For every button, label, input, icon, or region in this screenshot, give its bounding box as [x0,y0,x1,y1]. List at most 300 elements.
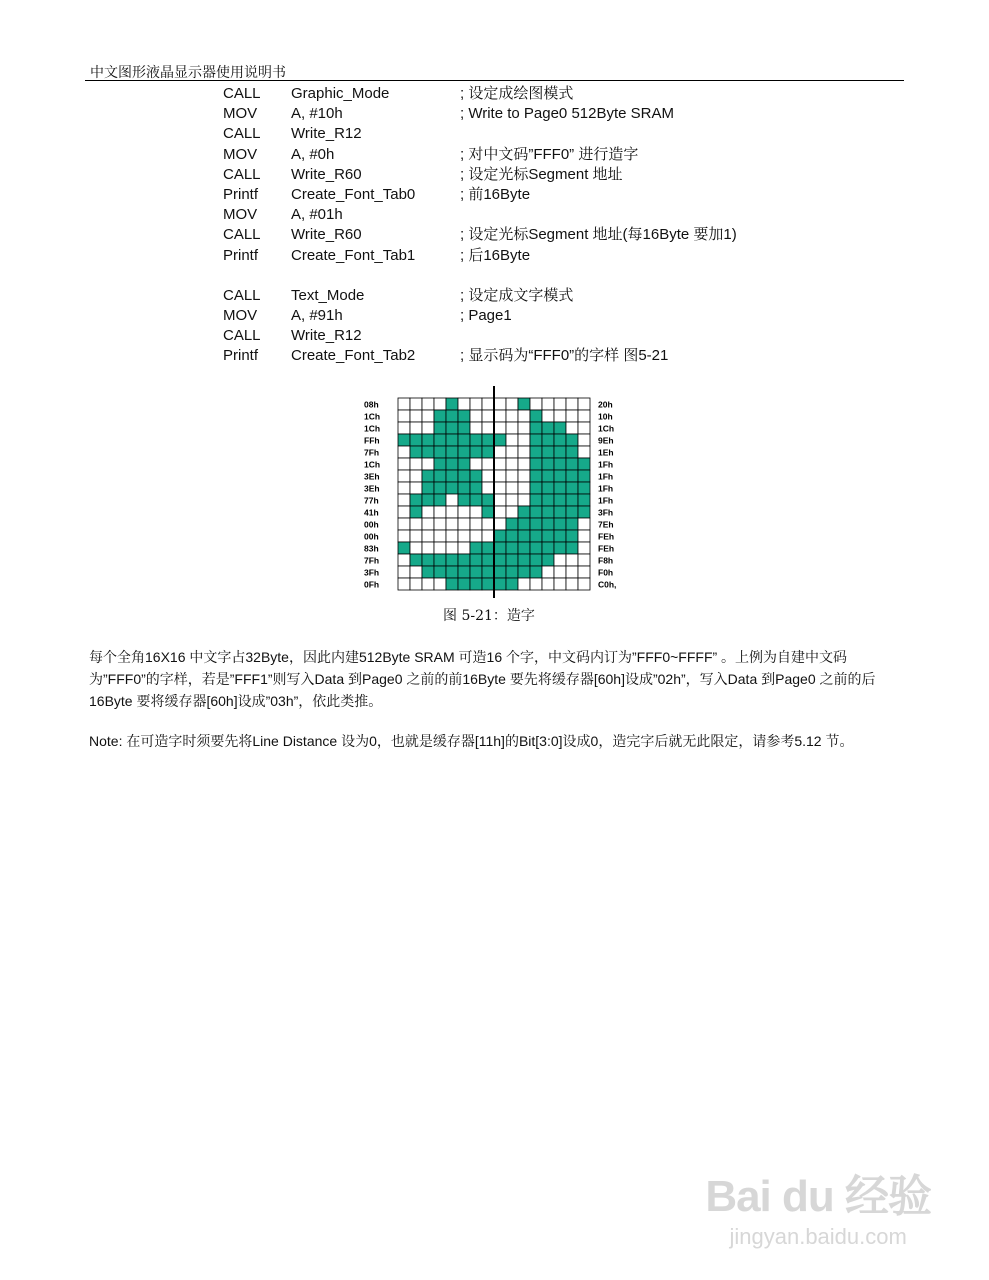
pixel-on [566,446,578,458]
pixel-off [470,398,482,410]
pixel-on [530,470,542,482]
pixel-on [470,446,482,458]
row-byte-label-left: 1Ch [364,459,381,470]
row-byte-label-right: FEh [598,531,615,542]
pixel-off [470,458,482,470]
code-operand: Create_Font_Tab2 [291,347,416,365]
code-operand: Write_R12 [291,327,362,345]
pixel-off [422,458,434,470]
pixel-on [518,566,530,578]
row-byte-label-left: 00h [364,531,379,542]
pixel-on [482,506,494,518]
pixel-on [566,542,578,554]
watermark-logo: Bai du 经验 [705,1172,931,1221]
pixel-off [422,542,434,554]
pixel-on [554,518,566,530]
row-byte-label-left: 7Fh [364,447,380,458]
row-byte-label-left: 3Fh [364,567,380,578]
pixel-on [542,494,554,506]
pixel-off [494,518,506,530]
pixel-off [554,398,566,410]
pixel-on [434,446,446,458]
row-byte-label-left: 41h [364,507,379,518]
row-byte-label-right: 7Eh [598,519,614,530]
pixel-off [578,410,590,422]
pixel-off [494,494,506,506]
document-header-title: 中文图形液晶显示器使用说明书 [90,65,286,81]
pixel-on [566,482,578,494]
pixel-off [494,470,506,482]
code-operand: Graphic_Mode [291,85,390,102]
pixel-on [530,506,542,518]
pixel-off [506,470,518,482]
pixel-off [518,410,530,422]
pixel-on [410,434,422,446]
pixel-on [410,494,422,506]
pixel-off [398,530,410,542]
pixel-on [482,542,494,554]
pixel-on [446,578,458,590]
pixel-off [578,398,590,410]
pixel-off [578,542,590,554]
pixel-on [458,494,470,506]
pixel-on [434,410,446,422]
pixel-on [530,566,542,578]
pixel-off [518,482,530,494]
code-operand: Create_Font_Tab0 [291,185,416,203]
pixel-off [506,506,518,518]
pixel-on [446,458,458,470]
pixel-on [530,422,542,434]
pixel-on [554,458,566,470]
code-comment: ; 设定光标Segment 地址 [460,165,623,183]
pixel-on [566,494,578,506]
row-byte-label-left: FFh [364,435,380,446]
pixel-off [578,530,590,542]
pixel-on [554,482,566,494]
pixel-off [410,542,422,554]
pixel-on [494,542,506,554]
pixel-on [470,578,482,590]
code-operand: Text_Mode [291,286,365,304]
paragraph-note: Note: 在可造字时须要先将Line Distance 设为0，也就是缓存器[11h]的Bit[3:0]设成0，造完字后就无此限定，请参考5.12 节。 [89,733,854,749]
row-byte-label-right: 1Fh [598,495,614,506]
row-byte-label-right: 1Fh [598,471,614,482]
row-byte-label-right: 1Fh [598,483,614,494]
pixel-on [458,482,470,494]
pixel-off [506,494,518,506]
pixel-on [530,446,542,458]
pixel-on [434,482,446,494]
code-operand: A, #91h [291,306,343,324]
pixel-off [434,542,446,554]
pixel-off [410,566,422,578]
code-comment: ; 对中文码”FFF0” 进行造字 [460,145,639,163]
row-byte-label-right: 1Eh [598,447,614,458]
pixel-on [410,446,422,458]
pixel-on [458,470,470,482]
pixel-on [542,530,554,542]
pixel-on [470,542,482,554]
pixel-off [566,578,578,590]
pixel-off [566,566,578,578]
pixel-on [578,494,590,506]
pixel-on [434,470,446,482]
pixel-off [494,422,506,434]
pixel-on [542,554,554,566]
code-comment: ; 设定光标Segment 地址(每16Byte 要加1) [460,226,737,244]
pixel-on [458,458,470,470]
code-opcode: Printf [223,246,259,264]
pixel-off [554,410,566,422]
pixel-on [578,470,590,482]
pixel-off [482,470,494,482]
pixel-on [554,434,566,446]
pixel-off [422,506,434,518]
row-byte-label-right: C0h, [598,579,617,590]
pixel-off [410,530,422,542]
pixel-on [470,434,482,446]
pixel-on [494,554,506,566]
code-comment: ; 后16Byte [460,246,531,264]
pixel-on [554,446,566,458]
row-byte-label-left: 7Fh [364,555,380,566]
pixel-off [506,434,518,446]
pixel-on [578,458,590,470]
pixel-off [542,398,554,410]
pixel-on [482,434,494,446]
row-byte-label-right: 1Ch [598,423,615,434]
pixel-on [518,542,530,554]
pixel-off [398,422,410,434]
code-opcode: Printf [223,185,259,203]
pixel-on [566,530,578,542]
pixel-off [506,410,518,422]
pixel-on [530,542,542,554]
pixel-off [446,494,458,506]
code-comment: ; 前16Byte [460,185,531,203]
pixel-on [542,470,554,482]
pixel-on [518,530,530,542]
pixel-on [518,554,530,566]
pixel-off [554,566,566,578]
pixel-off [398,446,410,458]
pixel-on [422,470,434,482]
row-byte-label-left: 00h [364,519,379,530]
pixel-on [482,566,494,578]
pixel-off [434,518,446,530]
pixel-on [566,458,578,470]
pixel-on [422,566,434,578]
pixel-on [542,542,554,554]
pixel-on [410,554,422,566]
code-operand: A, #10h [291,105,343,123]
pixel-off [482,398,494,410]
pixel-off [518,422,530,434]
pixel-off [518,494,530,506]
code-comment: ; Page1 [460,306,512,324]
pixel-off [470,422,482,434]
pixel-on [446,482,458,494]
pixel-on [434,458,446,470]
code-opcode: MOV [223,306,258,324]
font-bitmap-figure [362,386,632,598]
pixel-on [398,434,410,446]
pixel-off [446,530,458,542]
pixel-off [566,398,578,410]
paragraph-explanation: 每个全角16X16 中文字占32Byte，因此内建512Byte SRAM 可造16 个字，中文码内订为”FFF0~FFFF” 。上例为自建中文码为”FFF0”的字样，若是”FFF1”则写入Data 到Page0 之前的前16Byte 要先将缓存器[60h]设成”02h”，写入Data 到Page0 之前的后16Byte 要将缓存器[60h]设成”03h”，依此类推。 [89,649,876,709]
row-byte-label-left: 77h [364,495,379,506]
pixel-on [530,458,542,470]
pixel-on [518,518,530,530]
pixel-on [446,554,458,566]
pixel-off [578,566,590,578]
pixel-off [422,578,434,590]
row-byte-label-left: 3Eh [364,471,380,482]
pixel-on [470,566,482,578]
pixel-off [458,518,470,530]
pixel-off [470,506,482,518]
pixel-on [482,554,494,566]
pixel-on [566,506,578,518]
pixel-on [446,470,458,482]
pixel-on [422,446,434,458]
pixel-on [482,578,494,590]
pixel-off [482,530,494,542]
pixel-on [446,398,458,410]
pixel-on [458,410,470,422]
pixel-off [410,470,422,482]
pixel-off [578,422,590,434]
pixel-off [470,530,482,542]
pixel-on [578,506,590,518]
pixel-off [494,506,506,518]
pixel-off [482,422,494,434]
pixel-on [506,518,518,530]
pixel-on [530,530,542,542]
pixel-off [506,446,518,458]
code-operand: A, #01h [291,206,343,224]
pixel-off [494,482,506,494]
code-operand: Create_Font_Tab1 [291,246,416,264]
pixel-on [446,422,458,434]
pixel-off [458,542,470,554]
pixel-off [398,494,410,506]
code-opcode: MOV [223,206,258,224]
pixel-on [458,554,470,566]
pixel-off [398,482,410,494]
code-opcode: CALL [223,327,261,345]
watermark-url: jingyan.baidu.com [729,1224,907,1249]
pixel-off [410,578,422,590]
pixel-on [470,470,482,482]
code-opcode: Printf [223,347,259,365]
pixel-off [530,578,542,590]
row-byte-label-left: 1Ch [364,411,381,422]
pixel-on [422,434,434,446]
pixel-off [470,410,482,422]
pixel-off [410,398,422,410]
code-comment: ; Write to Page0 512Byte SRAM [460,105,674,123]
code-opcode: CALL [223,226,261,244]
pixel-off [458,398,470,410]
pixel-on [482,494,494,506]
pixel-on [458,434,470,446]
pixel-off [434,398,446,410]
code-opcode: CALL [223,165,261,183]
pixel-on [434,566,446,578]
pixel-on [542,506,554,518]
pixel-on [434,494,446,506]
pixel-off [578,446,590,458]
pixel-on [494,566,506,578]
pixel-off [566,422,578,434]
pixel-off [542,410,554,422]
pixel-on [542,458,554,470]
pixel-off [482,410,494,422]
code-comment: ; 设定成绘图模式 [460,85,574,102]
pixel-on [530,518,542,530]
pixel-on [530,482,542,494]
pixel-off [398,458,410,470]
pixel-off [578,518,590,530]
pixel-off [578,578,590,590]
pixel-off [494,446,506,458]
pixel-off [566,554,578,566]
code-operand: A, #0h [291,145,335,163]
pixel-off [398,578,410,590]
pixel-on [482,446,494,458]
pixel-off [398,398,410,410]
pixel-off [410,482,422,494]
row-byte-label-left: 3Eh [364,483,380,494]
pixel-off [566,410,578,422]
pixel-off [482,458,494,470]
pixel-on [398,542,410,554]
pixel-off [578,434,590,446]
pixel-off [518,434,530,446]
row-byte-label-left: 0Fh [364,579,380,590]
code-opcode: CALL [223,85,261,102]
row-byte-label-left: 83h [364,543,379,554]
pixel-off [422,398,434,410]
pixel-on [530,434,542,446]
row-byte-label-right: 20h [598,399,613,410]
pixel-on [494,578,506,590]
pixel-on [470,482,482,494]
pixel-off [542,566,554,578]
pixel-off [578,554,590,566]
pixel-on [554,470,566,482]
pixel-on [542,482,554,494]
pixel-on [554,494,566,506]
pixel-off [398,410,410,422]
pixel-on [554,530,566,542]
row-byte-label-left: 1Ch [364,423,381,434]
pixel-on [566,470,578,482]
code-opcode: CALL [223,125,261,143]
pixel-on [410,506,422,518]
code-opcode: CALL [223,286,261,304]
pixel-on [422,494,434,506]
pixel-on [506,530,518,542]
pixel-on [506,554,518,566]
pixel-on [542,446,554,458]
pixel-off [518,446,530,458]
pixel-off [410,422,422,434]
pixel-off [506,482,518,494]
pixel-on [554,422,566,434]
pixel-off [518,458,530,470]
pixel-on [446,410,458,422]
row-byte-label-right: 1Fh [598,459,614,470]
pixel-off [446,542,458,554]
pixel-on [494,530,506,542]
pixel-off [410,410,422,422]
pixel-on [458,422,470,434]
row-byte-label-right: F0h [598,567,614,578]
pixel-off [398,506,410,518]
pixel-off [494,458,506,470]
pixel-off [398,566,410,578]
pixel-off [554,578,566,590]
row-byte-label-right: FEh [598,543,615,554]
pixel-on [506,542,518,554]
pixel-on [530,410,542,422]
pixel-on [446,434,458,446]
pixel-on [446,446,458,458]
pixel-off [458,506,470,518]
pixel-off [398,518,410,530]
pixel-on [542,434,554,446]
pixel-off [422,422,434,434]
pixel-on [422,482,434,494]
pixel-off [434,578,446,590]
pixel-off [398,554,410,566]
pixel-off [506,458,518,470]
code-comment: ; 设定成文字模式 [460,286,574,304]
pixel-off [518,578,530,590]
pixel-off [530,398,542,410]
pixel-off [446,518,458,530]
code-operand: Write_R12 [291,125,362,143]
pixel-off [542,578,554,590]
pixel-on [566,434,578,446]
pixel-on [518,506,530,518]
pixel-off [422,530,434,542]
pixel-on [470,494,482,506]
pixel-off [434,530,446,542]
code-opcode: MOV [223,105,258,123]
code-operand: Write_R60 [291,226,362,244]
pixel-off [398,470,410,482]
pixel-off [482,482,494,494]
code-comment: ; 显示码为“FFF0”的字样 图5-21 [460,347,669,365]
pixel-off [494,398,506,410]
row-byte-label-right: F8h [598,555,614,566]
row-byte-label-right: 10h [598,411,613,422]
pixel-on [566,518,578,530]
pixel-on [494,434,506,446]
pixel-off [470,518,482,530]
baidu-watermark [705,1160,931,1250]
pixel-on [530,494,542,506]
pixel-off [434,506,446,518]
pixel-off [422,518,434,530]
pixel-on [530,554,542,566]
pixel-off [410,458,422,470]
code-operand: Write_R60 [291,165,362,183]
